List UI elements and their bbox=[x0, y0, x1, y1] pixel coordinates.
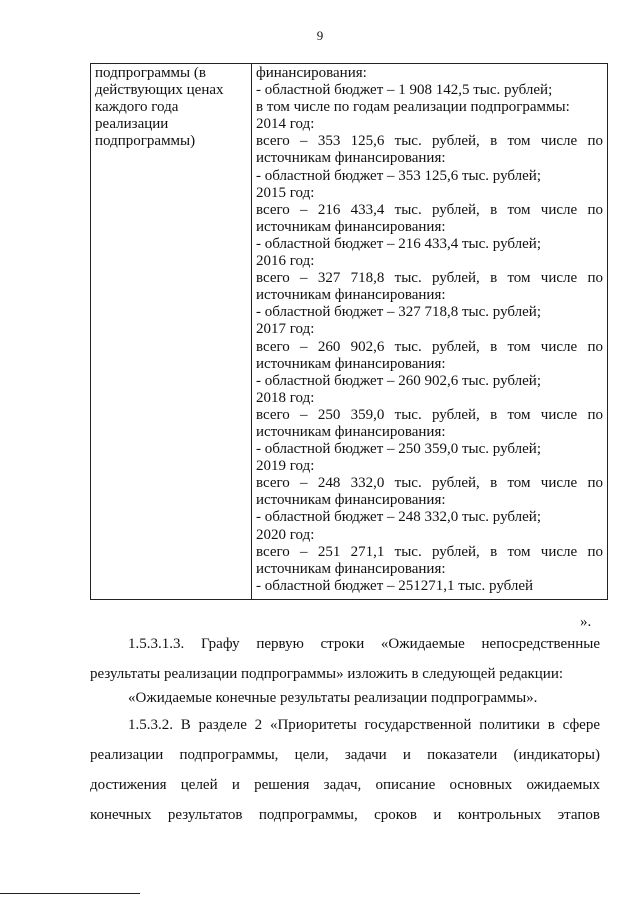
right-cell-line: 2014 год: bbox=[256, 116, 315, 133]
left-cell-line: действующих ценах bbox=[95, 82, 224, 99]
left-cell-line: реализации bbox=[95, 116, 169, 133]
right-cell-line: источникам финансирования: bbox=[256, 287, 446, 304]
right-cell-line: всего – 248 332,0 тыс. рублей, в том числе по bbox=[256, 475, 603, 492]
right-cell-line: источникам финансирования: bbox=[256, 150, 446, 167]
right-cell-line: всего – 250 359,0 тыс. рублей, в том числе по bbox=[256, 406, 603, 423]
left-cell-line: подпрограммы (в bbox=[95, 65, 206, 81]
closing-quote: ». bbox=[580, 614, 592, 630]
right-cell-line: - областной бюджет – 251271,1 тыс. рублей bbox=[256, 577, 534, 594]
right-cell-line: источникам финансирования: bbox=[256, 218, 446, 235]
paragraph-1-5-3-2 bbox=[90, 710, 600, 830]
right-cell-line: всего – 327 718,8 тыс. рублей, в том числе по bbox=[256, 270, 603, 287]
page-number: 9 bbox=[316, 28, 324, 43]
paragraph-line: результаты реализации подпрограммы» изложить в следующей редакции: bbox=[90, 666, 564, 682]
left-cell-line: подпрограммы) bbox=[95, 133, 196, 150]
right-cell-line: 2019 год: bbox=[256, 458, 315, 475]
left-cell-line: каждого года bbox=[95, 99, 179, 116]
right-cell-line: 2015 год: bbox=[256, 184, 315, 201]
table-cell-financing-details bbox=[252, 64, 608, 600]
right-cell-line: всего – 260 902,6 тыс. рублей, в том числе по bbox=[256, 338, 603, 355]
paragraph-1-5-3-1-3 bbox=[90, 629, 600, 689]
right-cell-line: источникам финансирования: bbox=[256, 423, 446, 440]
right-cell-line: 2017 год: bbox=[256, 321, 315, 338]
right-cell-line: - областной бюджет – 353 125,6 тыс. рублей; bbox=[256, 167, 541, 184]
right-cell-line: источникам финансирования: bbox=[256, 492, 446, 509]
right-cell-line: финансирования: bbox=[256, 65, 367, 81]
right-cell-line: - областной бюджет – 1 908 142,5 тыс. рублей; bbox=[256, 82, 553, 99]
right-cell-line: - областной бюджет – 327 718,8 тыс. рублей; bbox=[256, 304, 541, 321]
paragraph-line: 1.5.3.1.3. Графу первую строки «Ожидаемые непосредственные bbox=[128, 636, 600, 652]
table-cell-indicator-name bbox=[91, 64, 252, 600]
paragraph-line: реализации подпрограммы, цели, задачи и показатели (индикаторы) bbox=[90, 747, 600, 763]
right-cell-line: 2020 год: bbox=[256, 526, 315, 543]
right-cell-line: - областной бюджет – 260 902,6 тыс. рублей; bbox=[256, 372, 541, 389]
right-cell-line: в том числе по годам реализации подпрограммы: bbox=[256, 99, 570, 116]
table-row bbox=[91, 64, 608, 600]
right-cell-line: источникам финансирования: bbox=[256, 560, 446, 577]
right-cell-line: - областной бюджет – 248 332,0 тыс. рублей; bbox=[256, 509, 541, 526]
paragraph-line: конечных результатов подпрограммы, сроков и контрольных этапов bbox=[90, 807, 600, 823]
right-cell-line: источникам финансирования: bbox=[256, 355, 446, 372]
right-cell-line: 2016 год: bbox=[256, 253, 315, 270]
right-cell-line: - областной бюджет – 216 433,4 тыс. рублей; bbox=[256, 235, 541, 252]
paragraph-line: достижения целей и решения задач, описание основных ожидаемых bbox=[90, 777, 600, 793]
paragraph-line: «Ожидаемые конечные результаты реализации подпрограммы». bbox=[128, 690, 538, 706]
right-cell-line: всего – 353 125,6 тыс. рублей, в том числе по bbox=[256, 133, 603, 150]
right-cell-line: 2018 год: bbox=[256, 389, 315, 406]
right-cell-line: всего – 251 271,1 тыс. рублей, в том числе по bbox=[256, 543, 603, 560]
paragraph-new-wording bbox=[90, 683, 600, 713]
footer-divider bbox=[0, 893, 140, 894]
right-cell-line: всего – 216 433,4 тыс. рублей, в том числе по bbox=[256, 201, 603, 218]
paragraph-line: 1.5.3.2. В разделе 2 «Приоритеты государственной политики в сфере bbox=[128, 717, 600, 733]
financing-table bbox=[90, 63, 608, 600]
right-cell-line: - областной бюджет – 250 359,0 тыс. рублей; bbox=[256, 441, 541, 458]
